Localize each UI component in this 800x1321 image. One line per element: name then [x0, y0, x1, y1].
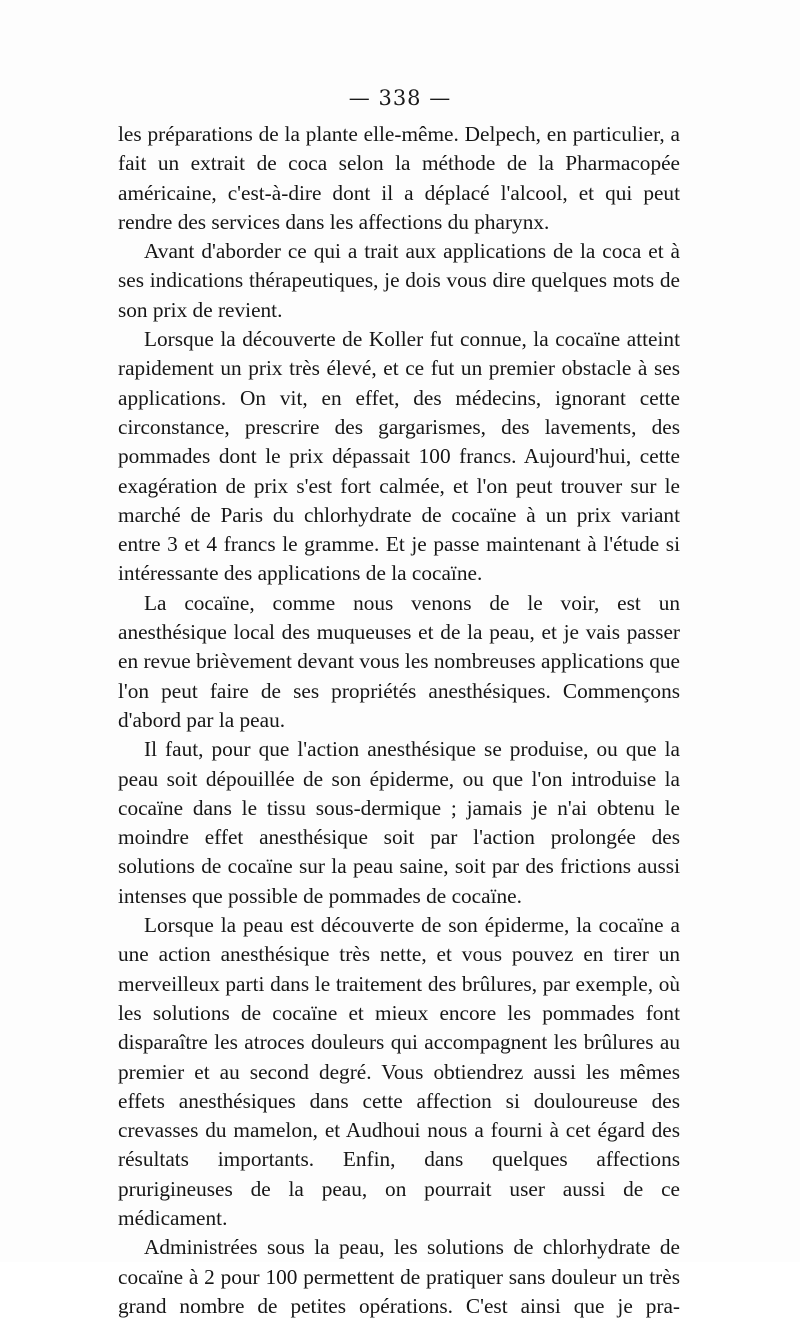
paragraph-1: les préparations de la plante elle-même. Delpech, en particulier, a fait un extrait de coca selon la méthode de la Pharmacopée américaine, c'est-à-dire dont il a déplacé l'alcool, et qui peut rendre des services dans les affections du pharynx.	[118, 122, 680, 234]
paragraph-6: Lorsque la peau est découverte de son épiderme, la cocaïne a une action anesthésique très nette, et vous pouvez en tirer un merveilleux parti dans le traitement des brûlures, par exemple, où les solutions de cocaïne et mieux encore les pommades font disparaître les atroces douleurs qui accompagnent les brûlures au premier et au second degré. Vous obtiendrez aussi les mêmes effets anesthésiques dans cette affection si douloureuse des crevasses du mamelon, et Audhoui nous a fourni à cet égard des résultats importants. Enfin, dans quelques affections prurigineuses de la peau, on pourrait user aussi de ce médicament.	[118, 913, 680, 1230]
paragraph-3: Lorsque la découverte de Koller fut connue, la cocaïne atteint rapidement un prix très élevé, et ce fut un premier obstacle à ses applications. On vit, en effet, des médecins, ignorant cette circonstance, prescrire des gargarismes, des lavements, des pommades dont le prix dépassait 100 francs. Aujourd'hui, cette exagération de prix s'est fort calmée, et l'on peut trouver sur le marché de Paris du chlorhydrate de cocaïne à un prix variant entre 3 et 4 francs le gramme. Et je passe maintenant à l'étude si intéressante des applications de la cocaïne.	[118, 327, 680, 586]
paragraph-5: Il faut, pour que l'action anesthésique se produise, ou que la peau soit dépouillée de son épiderme, ou que l'on introduise la cocaïne dans le tissu sous-dermique ; jamais je n'ai obtenu le moindre effet anesthésique soit par l'action prolongée des solutions de cocaïne sur la peau saine, soit par des frictions aussi intenses que possible de pommades de cocaïne.	[118, 737, 680, 908]
paragraph-7: Administrées sous la peau, les solutions de chlorhydrate de cocaïne à 2 pour 100 permettent de pratiquer sans douleur un très grand nombre de petites opérations. C'est ainsi que je pra-	[118, 1235, 680, 1318]
body-text	[118, 120, 680, 1321]
page-number-header: — 338 —	[348, 86, 452, 110]
paragraph-2: Avant d'aborder ce qui a trait aux applications de la coca et à ses indications thérapeutiques, je dois vous dire quelques mots de son prix de revient.	[118, 239, 680, 322]
paragraph-4: La cocaïne, comme nous venons de le voir, est un anesthésique local des muqueuses et de la peau, et je vais passer en revue brièvement devant vous les nombreuses applications que l'on peut faire de ses propriétés anesthésiques. Commençons d'abord par la peau.	[118, 590, 680, 732]
